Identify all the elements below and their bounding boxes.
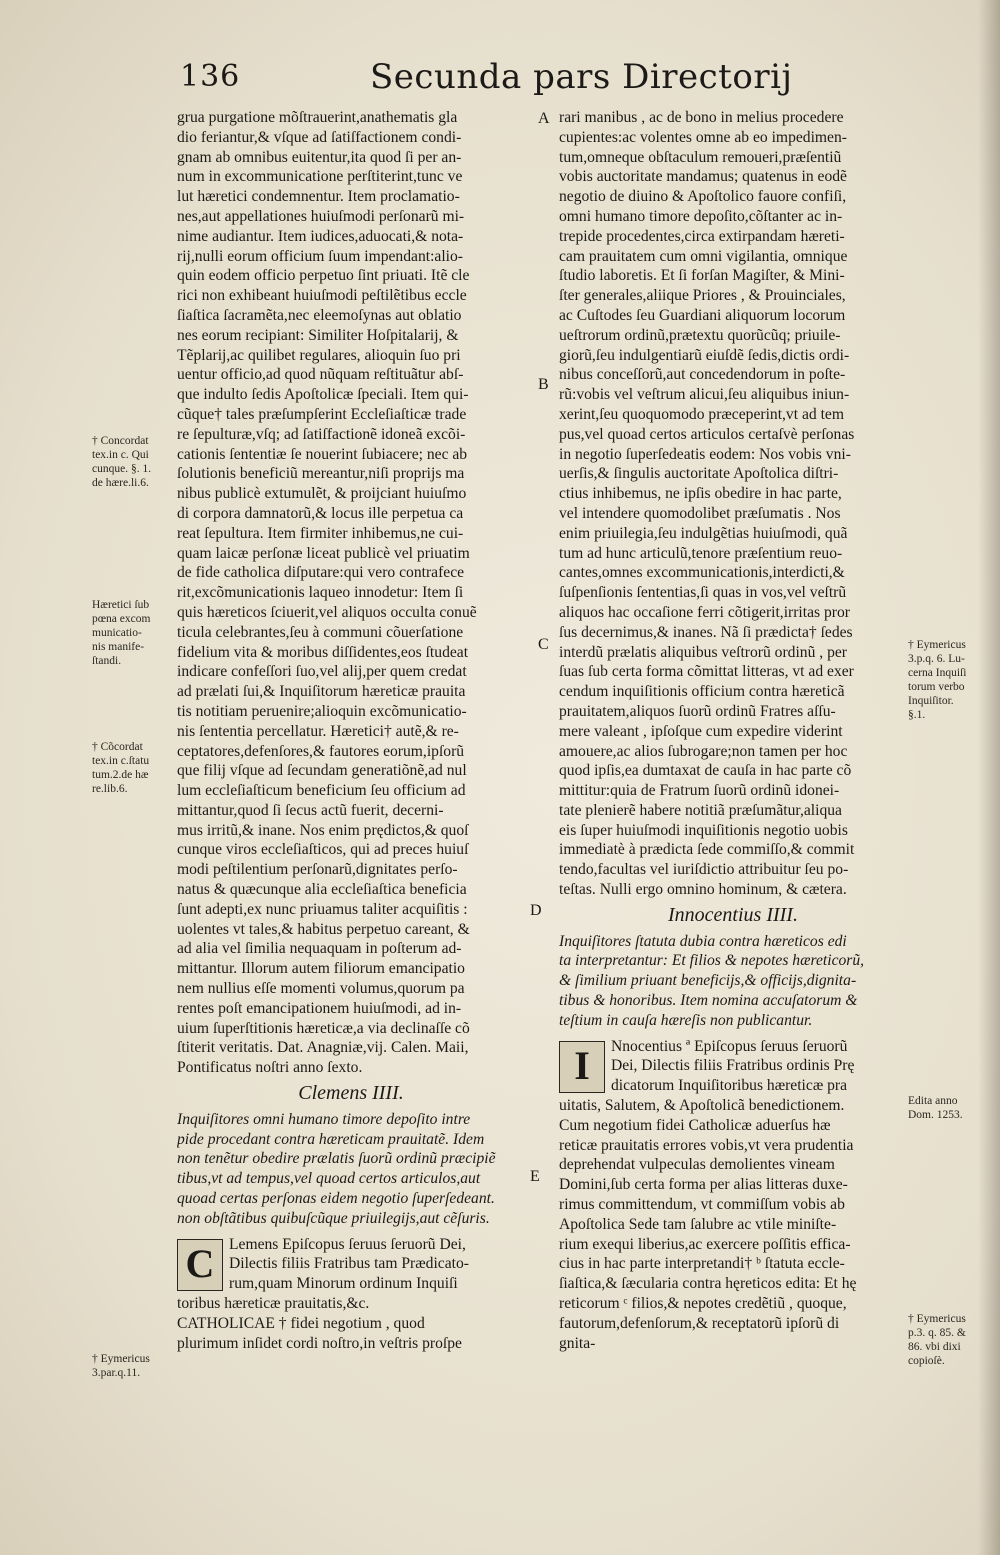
text-line: ad prælati ſui,& Inquiſitorum hæreticæ prauita xyxy=(177,683,466,701)
text-line: de fide catholica diſputare:qui vero contrafece xyxy=(177,564,465,582)
marginal-note-line: tex.in c.ſtatu xyxy=(92,755,150,767)
marginal-note-line: tum.2.de hæ xyxy=(92,769,149,781)
summary-line: & ſimilium priuant beneficijs,& officijs,dignita- xyxy=(559,972,857,990)
text-line: uolentes vt tales,& habitus perpetuo careant, & xyxy=(177,920,470,938)
marginal-note-eymericus-2 xyxy=(908,1312,988,1368)
text-line: rari manibus , ac de bono in melius procedere xyxy=(559,109,844,126)
summary-line: pide procedant contra hæreticam prauitatẽ. Idem xyxy=(177,1130,485,1148)
text-line: reticorum ᶜ filios,& nepotes credẽtiũ , quoque, xyxy=(559,1295,847,1313)
text-line: quin eodem officio perpetuo ſint priuati. Itẽ cle xyxy=(177,267,470,285)
marginal-note-eymericus-1 xyxy=(908,638,988,722)
text-line: ſiaſtica ſacramẽta,nec eleemoſynas aut oblatio xyxy=(177,306,462,324)
text-line: tum,omneque obſtaculum remoueri,præſentiũ xyxy=(559,148,842,166)
text-line: vobis auctoritate mandamus; quatenus in eodẽ xyxy=(559,168,847,186)
section-title-clemens: Clemens IIII. xyxy=(298,1082,404,1105)
text-line: ſiaſtica,& ſæcularia contra hęreticos edita: Et hę xyxy=(559,1275,857,1293)
text-line: CATHOLICAE † fidei negotium , quod xyxy=(177,1314,425,1332)
section-title-innocentius: Innocentius IIII. xyxy=(668,903,798,926)
summary-line: tibus & honoribus. Item nomina accuſatorum & xyxy=(559,992,858,1010)
marginal-note-concordat-2 xyxy=(92,740,176,796)
marginal-note-line: de hære.li.6. xyxy=(92,477,149,489)
marginal-note-line: 3.par.q.11. xyxy=(92,1367,141,1379)
text-line: Nnocentius ª Epiſcopus ſeruus ſeruorũ xyxy=(611,1037,848,1055)
text-line: Domini,ſub certa forma per alias litteras duxe- xyxy=(559,1176,848,1194)
section-letter-a: A xyxy=(538,110,550,127)
text-line: num in excommunicatione perſtiterint,tunc ve xyxy=(177,168,463,186)
marginal-note-line: p.3. q. 85. & xyxy=(908,1327,966,1339)
text-line: uium ſuperſtitionis hæreticæ,a via declinaſſe cõ xyxy=(177,1019,470,1037)
marginal-note-concordat-1 xyxy=(92,434,176,490)
text-line: rit,excõmunicationis laqueo innodetur: Item ſi xyxy=(177,584,464,602)
right-column-text xyxy=(559,108,907,900)
text-line: ac Cuſtodes ſeu Guardiani aliquorum locorum xyxy=(559,306,846,324)
page-header xyxy=(180,55,800,107)
text-line: omni humano timore depoſito,cõſtanter ac in- xyxy=(559,207,843,225)
marginal-note-line: 3.p.q. 6. Lu- xyxy=(908,653,965,665)
text-line: nime audiantur. Item iudices,aduocati,& nota- xyxy=(177,227,464,245)
text-line: que indulto ſedis Apoſtolicæ ſpeciali. Item qui- xyxy=(177,386,469,404)
text-line: deprehendat vulpeculas demolientes vineam xyxy=(559,1156,835,1174)
text-line: cam prauitatem cum omni vigilantia, omnique xyxy=(559,247,848,265)
summary-line: non tenẽtur obedire prælatis ſuorũ ordinũ præcipiẽ xyxy=(177,1150,496,1168)
summary-line: non obſtãtibus quibuſcũque priuilegijs,aut cẽſuris. xyxy=(177,1209,490,1227)
text-line: Pontificatus noſtri anno ſexto. xyxy=(177,1059,363,1077)
text-line: aliquos hac occaſione ferri cõtigerit,irritas pror xyxy=(559,603,850,621)
marginal-note-line: ſtandi. xyxy=(92,655,122,667)
text-line: mere valeant , ipſoſque cum expedire viderint xyxy=(559,722,843,740)
marginal-note-line: municatio- xyxy=(92,627,142,639)
summary-line: Inquiſitores omni humano timore depoſito intre xyxy=(177,1110,471,1128)
text-line: Tẽplarij,ac quilibet regulares, alioquin ſuo pri xyxy=(177,346,461,364)
marginal-note-line: † Concordat xyxy=(92,435,149,447)
text-line: lut hæretici condemnentur. Item proclamatio- xyxy=(177,188,460,206)
page-number: 136 xyxy=(180,59,241,94)
drop-cap-i: I xyxy=(559,1041,605,1093)
text-line: quod ipſis,ea dumtaxat de cauſa in hac parte cõ xyxy=(559,762,852,780)
text-line: xerint,ſeu quoquomodo præceperint,vt ad tem xyxy=(559,405,844,423)
text-line: eis ſuper huiuſmodi inquiſitionis negotio uobis xyxy=(559,821,848,839)
text-line: enim priuilegia,ſeu indulgẽtias huiuſmodi, quã xyxy=(559,524,848,542)
section-body-clemens xyxy=(177,1235,525,1354)
text-line: interdũ prælatis aliquibus veſtrorũ ordinũ , per xyxy=(559,643,847,661)
text-line: ſunt adepti,ex nunc priuamus taliter acquiſitis : xyxy=(177,900,468,918)
text-line: mittantur,quod ſi ſecus actũ fuerit, decerni- xyxy=(177,801,444,819)
text-line: nibus conceſſorũ,aut concedendorum in poſte- xyxy=(559,366,846,384)
text-line: rentes poſt emancipationem huiuſmodi, ad in- xyxy=(177,999,462,1017)
text-line: Lemens Epiſcopus ſeruus ſeruorũ Dei, xyxy=(229,1235,466,1253)
marginal-note-line: † Eymericus xyxy=(92,1353,150,1365)
text-line: rimus committendum, vt commiſſum vobis ab xyxy=(559,1196,845,1214)
marginal-note-haeretici xyxy=(92,598,176,668)
text-line: uerſis,& ſingulis auctoritate Apoſtolica diſtri- xyxy=(559,465,839,483)
text-line: re ſepulturæ,vſq; ad ſatiſfactionẽ idoneã excõi- xyxy=(177,425,466,443)
text-line: quis hæreticos ſciuerit,vel aliquos occulta conuẽ xyxy=(177,603,477,621)
text-line: tum ad hunc articulũ,tenore præſentium reuo- xyxy=(559,544,843,562)
text-line: mittitur:quia de Fratrum ſuorũ ordinũ idonei- xyxy=(559,782,840,800)
text-line: amouere,ac alios ſubrogare;non tamen per hoc xyxy=(559,742,848,760)
marginal-note-line: † Eymericus xyxy=(908,639,966,651)
text-line: teſtas. Nulli ergo omnino hominum, & cætera. xyxy=(559,881,847,899)
section-letter-b: B xyxy=(538,376,549,393)
text-line: prauitatem,aliquos ſuorũ ordinũ Fratres aſſu- xyxy=(559,702,836,720)
text-line: immediatè à prædicta ſede commiſſo,& commit xyxy=(559,841,855,859)
text-line: ctius inhibemus, ne ipſis obedire in hac parte, xyxy=(559,485,842,503)
text-line: ſtiterit veritatis. Dat. Anagniæ,vij. Calen. Maii, xyxy=(177,1039,469,1057)
text-line: tate plenierẽ habere notitiã præſumãtur,aliqua xyxy=(559,801,842,819)
text-line: reticæ prauitatis errores vobis,vt vera prudentia xyxy=(559,1136,854,1154)
marginal-note-line: tex.in c. Qui xyxy=(92,449,149,461)
section-summary-clemens xyxy=(177,1110,525,1229)
text-line: natus & quæcunque alia eccleſiaſtica beneficia xyxy=(177,881,467,899)
marginal-note-line: † Eymericus xyxy=(908,1313,966,1325)
section-body-innocentius xyxy=(559,1037,907,1354)
text-line: ueſtrorum ordinũ,prætextu quorũcũq; priuile- xyxy=(559,326,841,344)
text-line: fautorum,defenſorum,& receptatorũ ipſorũ di xyxy=(559,1314,840,1332)
summary-line: Inquiſitores ſtatuta dubia contra hæreticos edi xyxy=(559,932,847,950)
text-line: cantes,omnes excommunicationis,interdicti,& xyxy=(559,564,845,582)
text-line: pus,vel quoad certos articulos certaſvè perſonas xyxy=(559,425,855,443)
text-line: reat ſepultura. Item firmiter inhibemus,ne cui- xyxy=(177,524,464,542)
text-line: rũ:vobis vel veſtrum alicui,ſeu aliquibus iniun- xyxy=(559,386,850,404)
text-line: cationis ſententiæ ſe nouerint ſubiacere; nec ab xyxy=(177,445,468,463)
marginal-note-line: copioſè. xyxy=(908,1355,945,1367)
text-line: ſuſpenſionis ſententias,ſi quas in vos,vel veſtrũ xyxy=(559,584,847,602)
marginal-note-eymericus-left xyxy=(92,1352,176,1380)
text-line: toribus hæreticæ prauitatis,&c. xyxy=(177,1295,370,1313)
text-line: negotio de diuino & Apoſtolico fauore confiſi, xyxy=(559,188,847,206)
section-summary-innocentius xyxy=(559,932,907,1031)
marginal-note-line: §.1. xyxy=(908,709,926,721)
text-line: gnita- xyxy=(559,1334,596,1352)
text-line: ticula celebrantes,ſeu à communi cõuerſatione xyxy=(177,623,464,641)
text-line: mittantur. Illorum autem filiorum emancipatio xyxy=(177,960,465,978)
summary-line: quoad certas perſonas eidem negotio ſuperſedeant. xyxy=(177,1190,495,1208)
text-line: modi peſtilentium perſonarũ,dignitates perſo- xyxy=(177,861,458,879)
text-line: nis ſententia percellatur. Hæretici† autẽ,& re- xyxy=(177,722,459,740)
marginal-note-line: cunque. §. 1. xyxy=(92,463,152,475)
summary-line: tibus,vt ad tempus,vel quoad certos articulos,aut xyxy=(177,1170,481,1188)
text-line: cupientes:ac volentes omne ab eo impedimen- xyxy=(559,128,847,146)
text-line: uentur officio,ad quod nũquam reſtituãtur abſ- xyxy=(177,366,464,384)
text-line: Dilectis filiis Fratribus tam Prædicato- xyxy=(229,1255,469,1273)
text-line: nem nullius eſſe momenti volumus,quorum pa xyxy=(177,980,465,998)
text-line: nes eorum recipiant: Similiter Hoſpitalarij, & xyxy=(177,326,459,344)
text-line: di corpora damnatorũ,& locus ille perpetua ca xyxy=(177,504,464,522)
text-line: rium exequi liberius,ac exercere poſſitis effica- xyxy=(559,1235,851,1253)
text-line: tendo,facultas vel iuriſdictio attribuitur ſeu po- xyxy=(559,861,849,879)
text-line: ſtudio laboretis. Et ſi forſan Magiſter, & Mini- xyxy=(559,267,845,285)
running-head: Secunda pars Directorij xyxy=(370,57,793,97)
text-line: plurimum inſidet cordi noſtro,in veſtris proſpe xyxy=(177,1334,462,1352)
text-line: ſuas ſub certa forma cõmittat litteras, vt ad exer xyxy=(559,663,854,681)
marginal-note-line: 86. vbi dixi xyxy=(908,1341,961,1353)
marginal-note-line: † Cõcordat xyxy=(92,741,143,753)
text-line: nibus publicè extumulẽt, & proijciant huiuſmo xyxy=(177,485,467,503)
text-line: ad alia vel ſimilia nequaquam in poſterum ad- xyxy=(177,940,462,958)
text-line: vel intendere quomodolibet præſumatis . Nos xyxy=(559,504,841,522)
text-line: rici non exhibeant huiuſmodi peſtilẽtibus eccle xyxy=(177,287,467,305)
left-column-text xyxy=(177,108,525,1078)
text-line: cũque† tales præſumpſerint Eccleſiaſticæ trade xyxy=(177,405,467,423)
right-column xyxy=(559,108,907,1353)
text-line: cius in hac parte interpretandi† ᵇ ſtatuta eccle- xyxy=(559,1255,845,1273)
text-line: grua purgatione mõſtrauerint,anathematis gla xyxy=(177,109,458,126)
section-letter-d: D xyxy=(530,902,542,919)
marginal-note-line: Hæretici ſub xyxy=(92,599,150,611)
text-line: Cum negotium fidei Catholicæ aduerſus hæ xyxy=(559,1116,831,1134)
text-line: dicatorum Inquiſitoribus hæreticæ pra xyxy=(611,1077,848,1095)
text-line: indicare confeſſori ſuo,vel alij,per quem credat xyxy=(177,663,467,681)
text-line: trepide procedentes,circa extirpandam hæreti- xyxy=(559,227,845,245)
text-line: fidelium vita & moribus diſſidentes,eos ſtudeat xyxy=(177,643,469,661)
left-column xyxy=(177,108,525,1353)
summary-line: teſtium in cauſa hæreſis non publicantur. xyxy=(559,1011,813,1029)
text-line: mus irritũ,& inane. Nos enim prędictos,& quoſ xyxy=(177,821,469,839)
section-letter-c: C xyxy=(538,636,549,653)
text-line: rum,quam Minorum ordinum Inquiſi xyxy=(229,1275,458,1293)
text-line: nes,aut appellationes huiuſmodi perſonarũ mi- xyxy=(177,207,465,225)
marginal-note-line: Dom. 1253. xyxy=(908,1109,963,1121)
marginal-note-edita-anno xyxy=(908,1094,988,1122)
text-line: ſter generales,aliique Priores , & Prouinciales, xyxy=(559,287,846,305)
text-line: uitatis, Salutem, & Apoſtolicã benedictionem. xyxy=(559,1097,845,1115)
text-line: tis notitiam peruenire;alioquin excõmunicatio- xyxy=(177,702,467,720)
text-line: cendum inquiſitionis officium contra hæreticã xyxy=(559,683,845,701)
text-line: Dei, Dilectis filiis Fratribus ordinis Prę xyxy=(611,1057,855,1075)
marginal-note-line: cerna Inquiſi xyxy=(908,667,967,679)
text-line: dio feriantur,& vſque ad ſatiſfactionem condi- xyxy=(177,128,462,146)
text-line: giorũ,ſeu indulgentiarũ eiuſdẽ ſedis,dictis ordi- xyxy=(559,346,850,364)
text-line: cunque viros eccleſiaſticos, qui ad preces huiuſ xyxy=(177,841,469,859)
text-line: gnam ab omnibus euitentur,ita quod ſi per an- xyxy=(177,148,462,166)
text-line: in negotio ſuperſedeatis eodem: Nos vobis vni- xyxy=(559,445,851,463)
text-line: rij,nulli eorum officium ſuum impendant:alio- xyxy=(177,247,463,265)
marginal-note-line: torum verbo xyxy=(908,681,965,693)
marginal-note-line: nis manife- xyxy=(92,641,145,653)
text-line: que filij vſque ad ſecundam generatiõnẽ,ad nul xyxy=(177,762,467,780)
drop-cap-c: C xyxy=(177,1239,223,1291)
text-line: quam laicæ perſonæ liceat publicè vel priuatim xyxy=(177,544,470,562)
marginal-note-line: Inquiſitor. xyxy=(908,695,954,707)
section-letter-e: E xyxy=(530,1168,540,1185)
text-line: ſolutionis beneficiũ mereantur,niſi proprijs ma xyxy=(177,465,465,483)
text-line: Apoſtolica Sede tam ſalubre ac vtile miniſte- xyxy=(559,1215,837,1233)
marginal-note-line: Edita anno xyxy=(908,1095,958,1107)
text-line: lum eccleſiaſticum beneficium ſeu officium ad xyxy=(177,782,466,800)
summary-line: ta interpretantur: Et filios & nepotes hæreticorũ, xyxy=(559,952,865,970)
marginal-note-line: pœna excom xyxy=(92,613,151,625)
marginal-note-line: re.lib.6. xyxy=(92,783,128,795)
text-line: ſus decernimus,& inanes. Nã ſi prædicta† ſedes xyxy=(559,623,853,641)
text-line: ceptatores,defenſores,& fautores eorum,ipſorũ xyxy=(177,742,465,760)
